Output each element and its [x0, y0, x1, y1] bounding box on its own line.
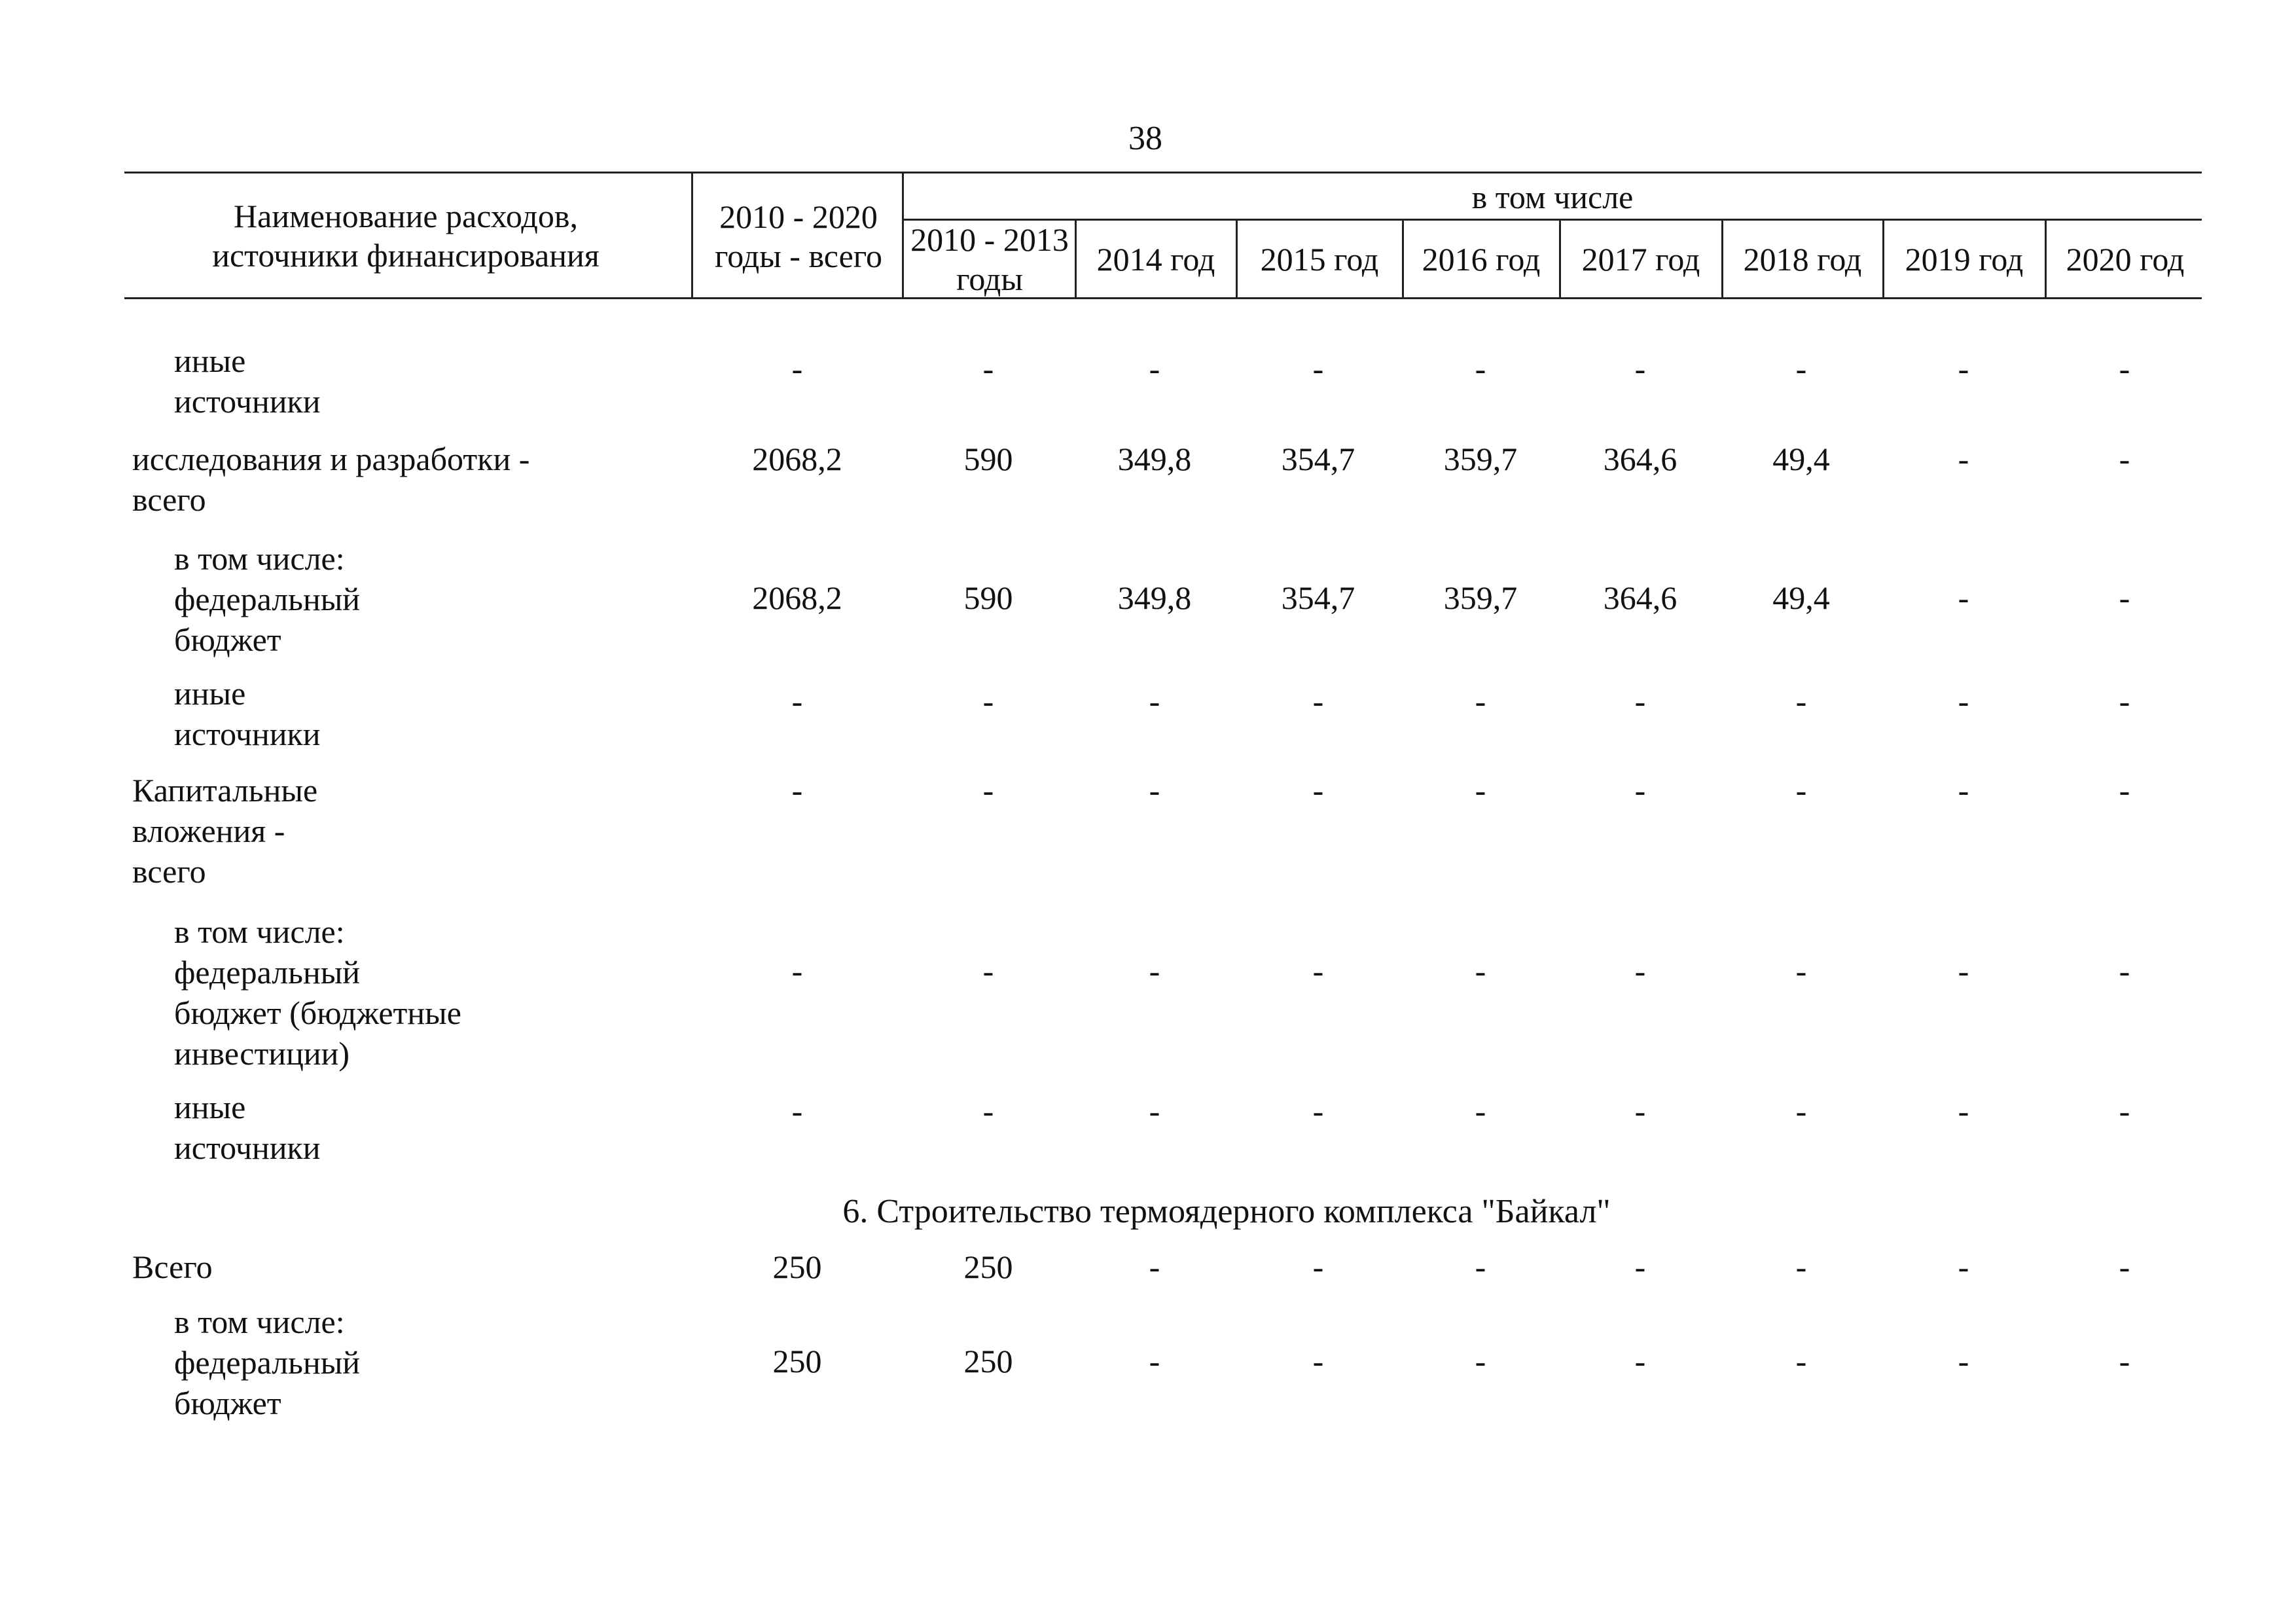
- header-top-rule: [124, 172, 2202, 173]
- cell-value: 349,8: [1117, 579, 1192, 616]
- cell-value: -: [2119, 441, 2130, 477]
- header-year: 2019 год: [1905, 241, 2024, 278]
- cell-value: 49,4: [1772, 441, 1830, 477]
- table-row: [0, 1087, 2296, 1172]
- cell-value: -: [791, 350, 803, 387]
- cell-value: -: [1958, 683, 1969, 720]
- cell-value: -: [1958, 350, 1969, 387]
- cell-value: -: [1149, 1093, 1160, 1129]
- cell-value: -: [1475, 772, 1486, 809]
- header-year: 2014 год: [1096, 241, 1215, 278]
- cell-value: -: [1795, 953, 1807, 989]
- cell-value: 364,6: [1603, 579, 1677, 616]
- cell-value: -: [2119, 579, 2130, 616]
- cell-value: 49,4: [1772, 579, 1830, 616]
- cell-value: -: [1634, 350, 1646, 387]
- table-row: [0, 770, 2296, 894]
- cell-value: -: [1958, 1249, 1969, 1285]
- cell-value: -: [1149, 350, 1160, 387]
- row-label: в том числе: федеральный бюджет: [174, 540, 361, 658]
- row-label: иные источники: [174, 675, 321, 752]
- row-label: в том числе: федеральный бюджет: [174, 1304, 361, 1421]
- cell-value: -: [1795, 683, 1807, 720]
- cell-value: 590: [963, 579, 1013, 616]
- cell-value: -: [1149, 683, 1160, 720]
- cell-value: -: [1795, 1343, 1807, 1379]
- cell-value: -: [1312, 953, 1324, 989]
- row-label: в том числе: федеральный бюджет (бюджетные инвестиции): [174, 913, 461, 1072]
- cell-value: -: [2119, 350, 2130, 387]
- cell-value: -: [791, 1093, 803, 1129]
- cell-value: -: [982, 772, 994, 809]
- cell-value: 2068,2: [752, 441, 842, 477]
- cell-value: -: [1475, 1343, 1486, 1379]
- row-label: исследования и разработки - всего: [132, 441, 530, 518]
- cell-value: -: [1634, 1343, 1646, 1379]
- header-name-column: Наименование расходов, источники финансирования: [212, 198, 600, 274]
- cell-value: -: [1475, 683, 1486, 720]
- table-row: [0, 340, 2296, 426]
- cell-value: -: [982, 1093, 994, 1129]
- header-divider: [691, 172, 693, 299]
- cell-value: -: [1795, 1093, 1807, 1129]
- cell-value: -: [1958, 772, 1969, 809]
- cell-value: -: [982, 683, 994, 720]
- header-bottom-rule: [124, 297, 2202, 299]
- header-year: 2016 год: [1422, 241, 1541, 278]
- table-row: [0, 911, 2296, 1075]
- cell-value: -: [1149, 953, 1160, 989]
- cell-value: -: [982, 350, 994, 387]
- header-year: 2018 год: [1743, 241, 1862, 278]
- table-row: [0, 1247, 2296, 1292]
- section-title: 6. Строительство термоядерного комплекса "Байкал": [842, 1193, 1611, 1230]
- row-label: Всего: [132, 1249, 213, 1285]
- cell-value: -: [2119, 953, 2130, 989]
- cell-value: 2068,2: [752, 579, 842, 616]
- cell-value: -: [1958, 579, 1969, 616]
- table-row: [0, 1302, 2296, 1426]
- cell-value: -: [1475, 953, 1486, 989]
- cell-value: -: [1149, 772, 1160, 809]
- header-year: 2017 год: [1581, 241, 1700, 278]
- cell-value: 349,8: [1117, 441, 1192, 477]
- table-row: [0, 538, 2296, 663]
- cell-value: -: [2119, 1249, 2130, 1285]
- cell-value: -: [2119, 772, 2130, 809]
- cell-value: -: [1475, 350, 1486, 387]
- row-label: иные источники: [174, 1089, 321, 1166]
- cell-value: 354,7: [1281, 579, 1355, 616]
- table-row: [0, 439, 2296, 524]
- cell-value: -: [1312, 1249, 1324, 1285]
- cell-value: -: [1958, 441, 1969, 477]
- cell-value: -: [1149, 1249, 1160, 1285]
- cell-value: 364,6: [1603, 441, 1677, 477]
- header-subrule: [902, 219, 2202, 221]
- cell-value: -: [1312, 772, 1324, 809]
- cell-value: -: [1634, 772, 1646, 809]
- cell-value: 250: [772, 1343, 822, 1379]
- cell-value: 359,7: [1443, 579, 1518, 616]
- header-total-column: 2010 - 2020 годы - всего: [714, 198, 883, 274]
- cell-value: -: [1634, 953, 1646, 989]
- cell-value: -: [2119, 1343, 2130, 1379]
- cell-value: -: [1312, 1093, 1324, 1129]
- cell-value: -: [2119, 1093, 2130, 1129]
- cell-value: -: [982, 953, 994, 989]
- cell-value: -: [2119, 683, 2130, 720]
- cell-value: -: [1634, 1249, 1646, 1285]
- cell-value: -: [1475, 1093, 1486, 1129]
- cell-value: -: [791, 953, 803, 989]
- cell-value: -: [1312, 1343, 1324, 1379]
- cell-value: -: [1795, 1249, 1807, 1285]
- header-year: 2020 год: [2066, 241, 2185, 278]
- cell-value: -: [1795, 350, 1807, 387]
- cell-value: -: [1958, 953, 1969, 989]
- cell-value: -: [1475, 1249, 1486, 1285]
- cell-value: 250: [963, 1343, 1013, 1379]
- cell-value: -: [791, 683, 803, 720]
- cell-value: -: [791, 772, 803, 809]
- cell-value: -: [1634, 1093, 1646, 1129]
- header-incl: в том числе: [1471, 179, 1634, 215]
- row-label: Капитальные вложения - всего: [132, 772, 318, 890]
- cell-value: 590: [963, 441, 1013, 477]
- cell-value: -: [1149, 1343, 1160, 1379]
- cell-value: -: [1634, 683, 1646, 720]
- cell-value: -: [1958, 1093, 1969, 1129]
- cell-value: -: [1795, 772, 1807, 809]
- cell-value: 359,7: [1443, 441, 1518, 477]
- table-row: [0, 673, 2296, 758]
- cell-value: 250: [772, 1249, 822, 1285]
- cell-value: -: [1312, 350, 1324, 387]
- cell-value: 250: [963, 1249, 1013, 1285]
- row-label: иные источники: [174, 342, 321, 420]
- header-year: 2010 - 2013 годы: [910, 221, 1069, 297]
- cell-value: -: [1312, 683, 1324, 720]
- header-year: 2015 год: [1260, 241, 1379, 278]
- cell-value: -: [1958, 1343, 1969, 1379]
- page-number: 38: [1128, 120, 1162, 157]
- cell-value: 354,7: [1281, 441, 1355, 477]
